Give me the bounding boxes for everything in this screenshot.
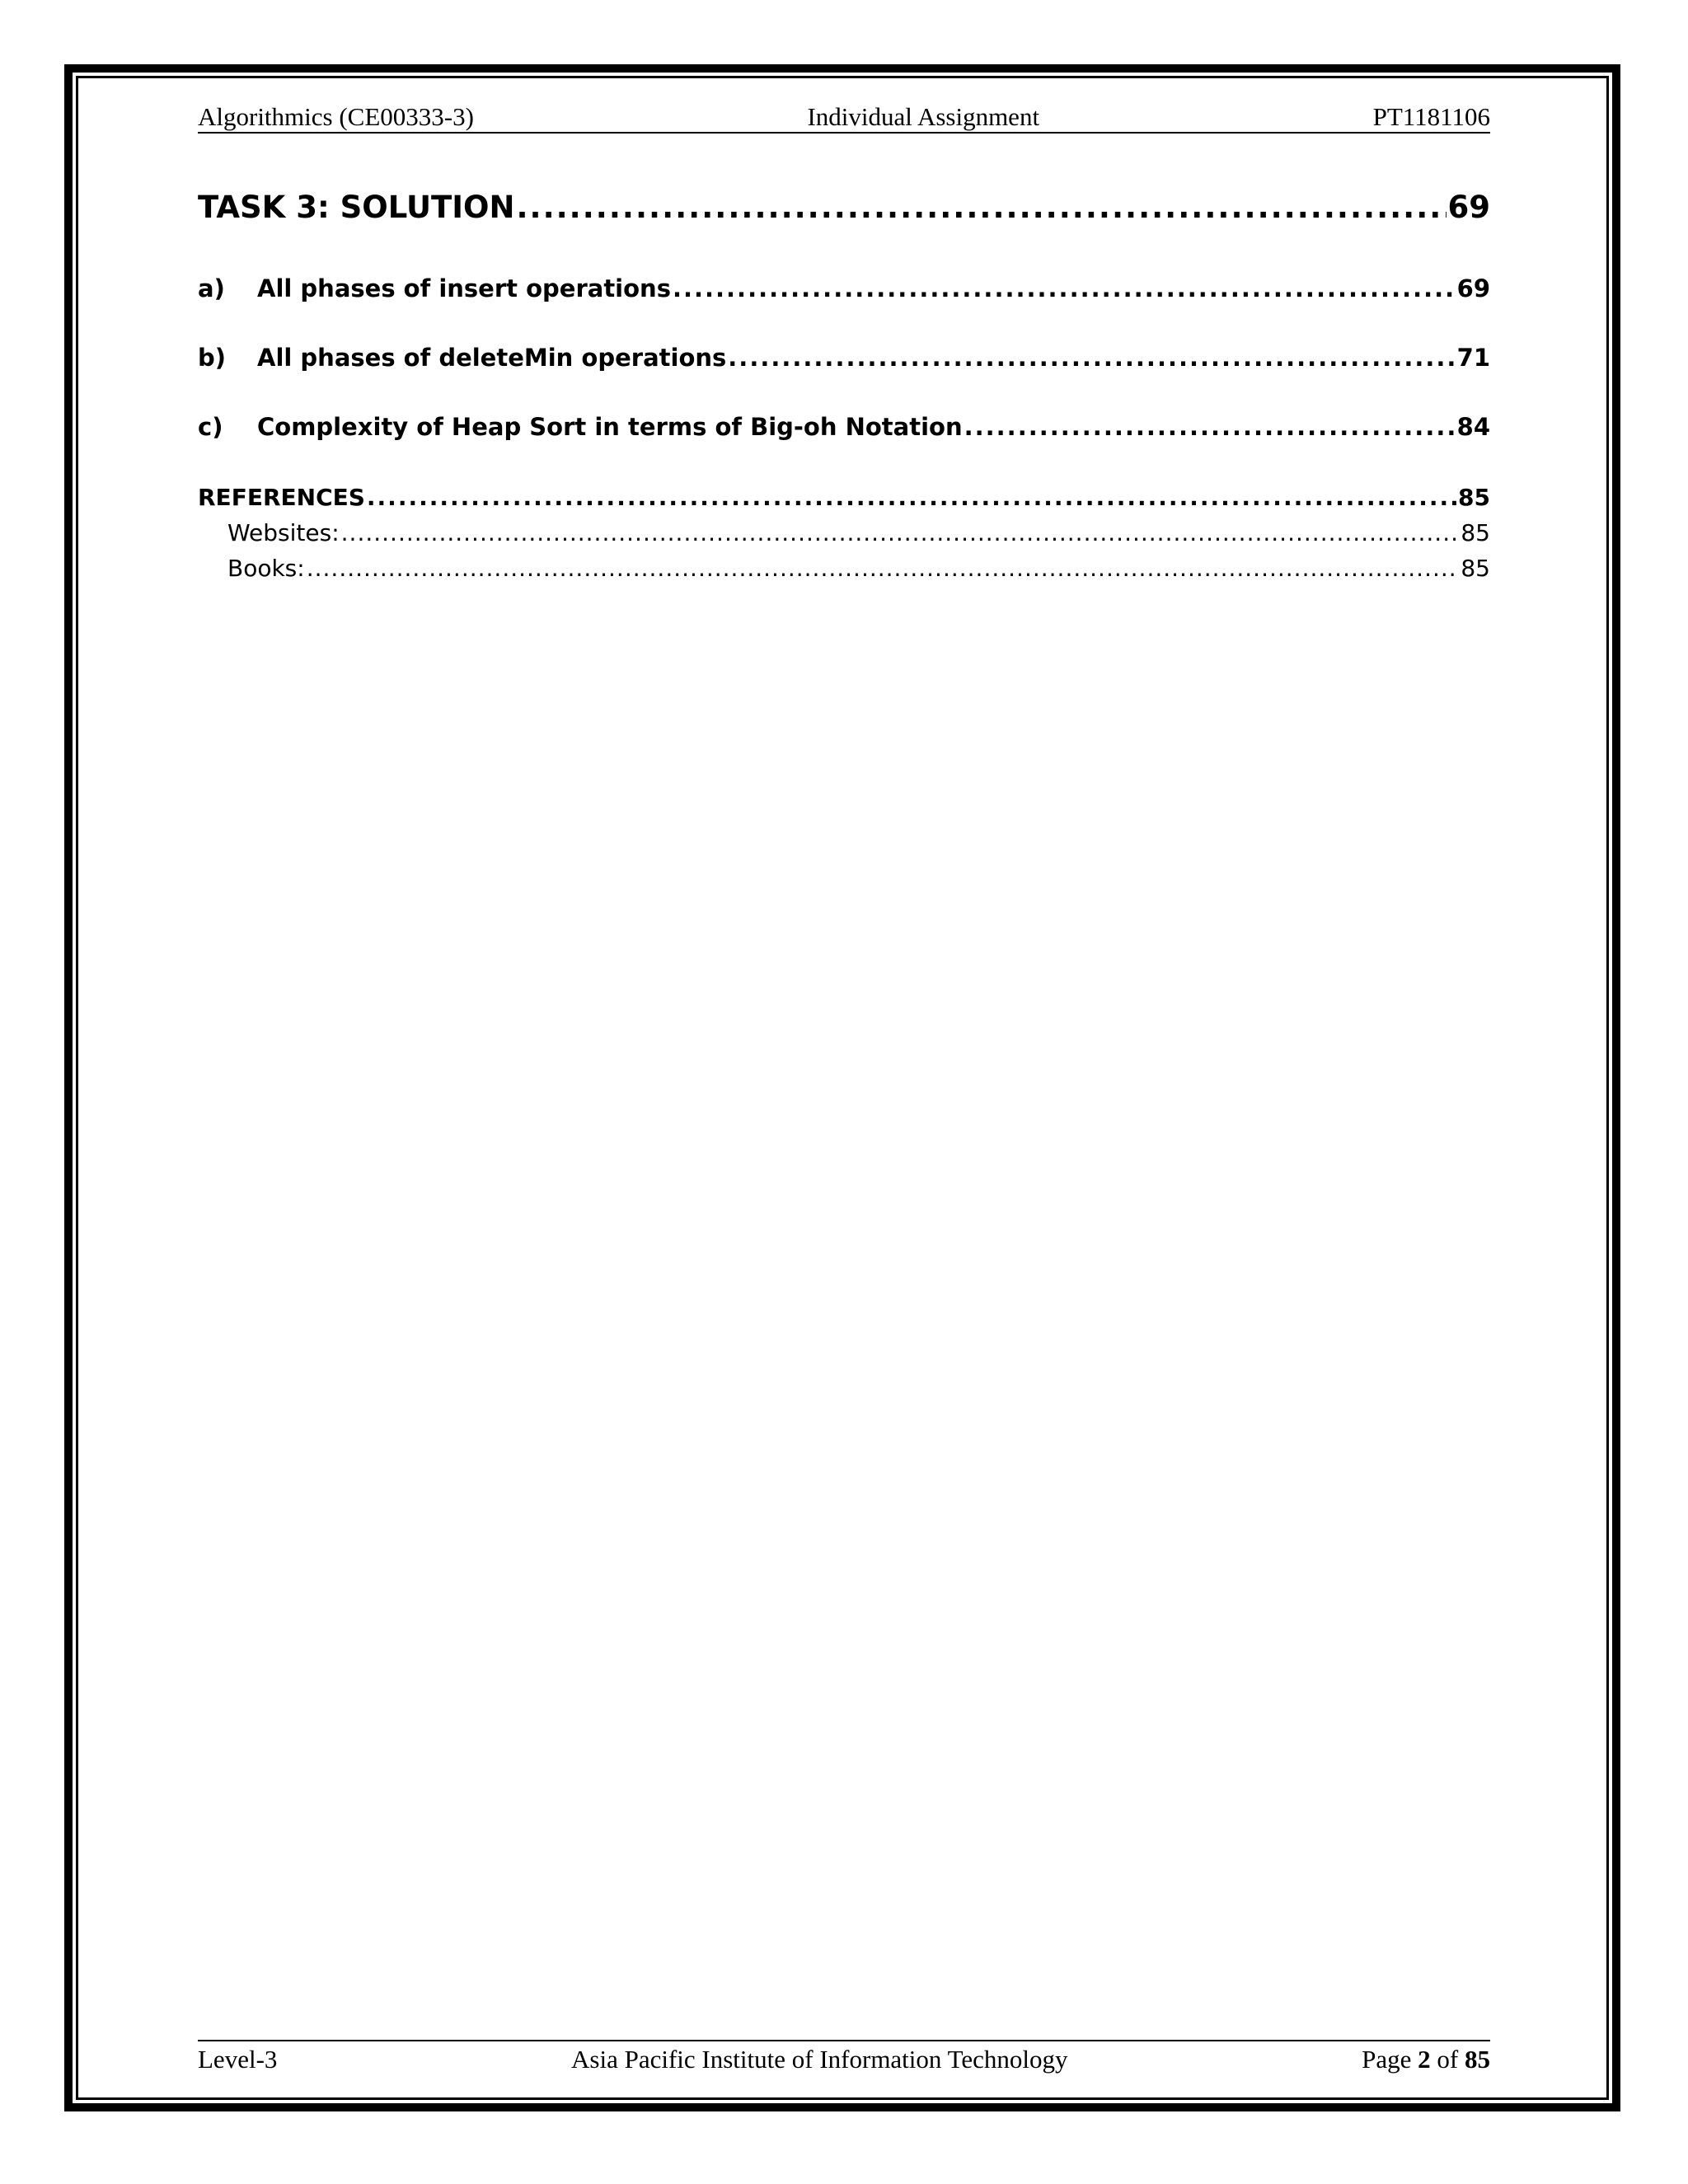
toc-entry-label: Complexity of Heap Sort in terms of Big-oh Notation — [257, 413, 963, 441]
toc-leader-dots — [341, 519, 1460, 546]
toc-leader-dots — [673, 274, 1456, 302]
toc-entry-b[interactable] — [198, 344, 1490, 372]
toc-entry-marker: a) — [198, 274, 225, 302]
toc-entry-label: Books: — [227, 555, 305, 582]
toc-entry-label: TASK 3: SOLUTION — [198, 190, 515, 225]
footer-level: Level-3 — [198, 2045, 278, 2074]
toc-entry-marker: c) — [198, 413, 223, 441]
toc-entry-page: 69 — [1456, 274, 1490, 302]
toc-entry-page: 71 — [1456, 344, 1490, 372]
footer-page-number: Page 2 of 85 — [1362, 2045, 1490, 2074]
toc-entry-label: REFERENCES — [198, 484, 365, 511]
toc-leader-dots — [307, 555, 1460, 582]
toc-entry-books[interactable] — [227, 555, 1490, 582]
toc-entry-websites[interactable] — [227, 519, 1490, 546]
toc-entry-page: 85 — [1461, 555, 1490, 582]
page-border-inner — [76, 76, 1609, 2100]
toc-leader-dots — [516, 190, 1446, 225]
header-course: Algorithmics (CE00333-3) — [198, 102, 474, 131]
toc-entry-label: All phases of deleteMin operations — [257, 344, 727, 372]
header-title: Individual Assignment — [807, 102, 1040, 131]
toc-leader-dots — [964, 413, 1456, 441]
toc-entry-a[interactable] — [198, 274, 1490, 302]
footer-institution: Asia Pacific Institute of Information Technology — [571, 2045, 1068, 2074]
page-footer — [198, 2040, 1490, 2078]
toc-entry-c[interactable] — [198, 413, 1490, 441]
toc-entry-marker: b) — [198, 344, 227, 372]
toc-entry-task3[interactable] — [198, 190, 1490, 225]
toc-entry-page: 69 — [1447, 190, 1490, 225]
page-header — [198, 97, 1490, 134]
toc-entry-page: 84 — [1456, 413, 1490, 441]
toc-leader-dots — [367, 484, 1456, 511]
toc-entry-references[interactable] — [198, 484, 1490, 511]
toc-entry-label: Websites: — [227, 519, 340, 546]
toc-entry-page: 85 — [1461, 519, 1490, 546]
header-student-id: PT1181106 — [1372, 102, 1490, 131]
toc-entry-page: 85 — [1458, 484, 1490, 511]
toc-entry-label: All phases of insert operations — [257, 274, 671, 302]
toc-leader-dots — [728, 344, 1455, 372]
